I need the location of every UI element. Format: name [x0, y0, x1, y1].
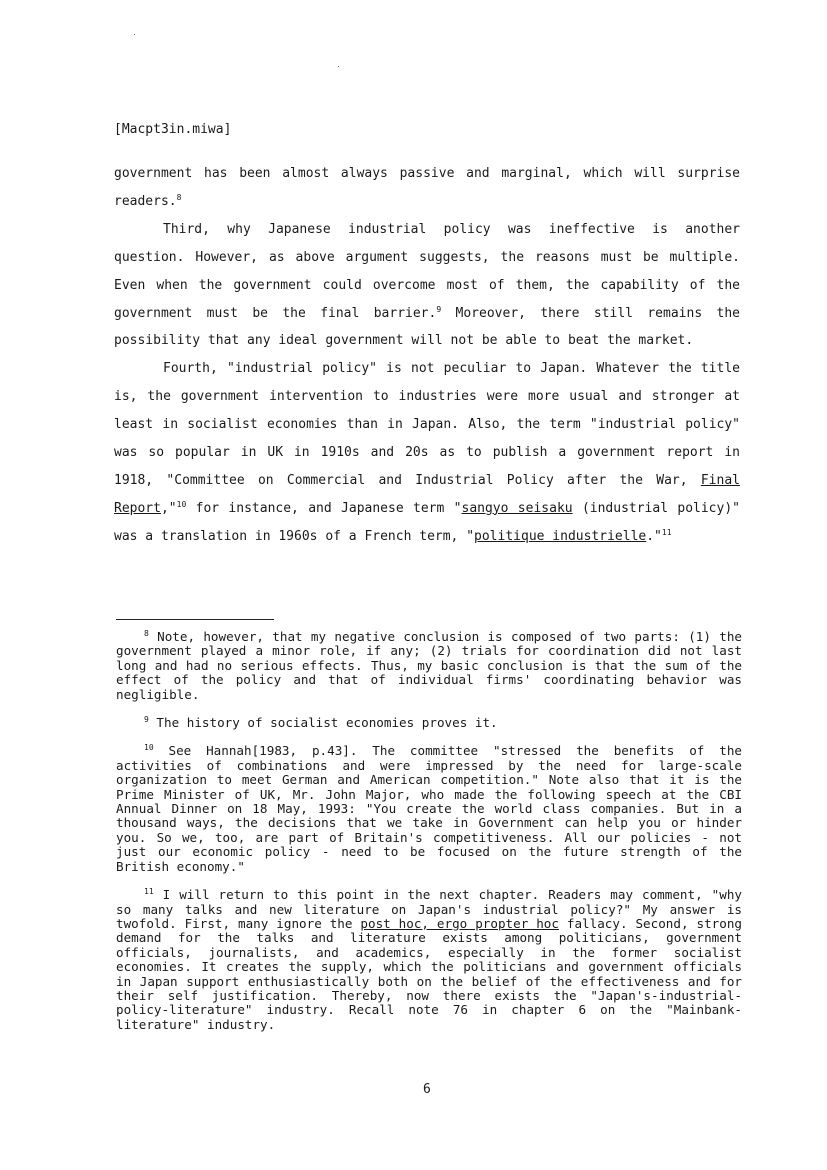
paragraph-continued: government has been almost always passive and marginal, which will surprise readers.$^8$	[114, 166, 740, 209]
main-text	[114, 160, 740, 551]
footnote-divider	[116, 619, 274, 620]
footnote-ref: 10	[176, 499, 187, 509]
footnotes	[116, 630, 742, 1046]
report-title: Final Report	[114, 472, 740, 516]
footnote-marker: 11	[144, 887, 154, 897]
latin-phrase: post hoc, ergo propter hoc	[360, 915, 559, 931]
footnote-marker: 8	[144, 629, 149, 638]
footnote-8: $^8$ Note, however, that my negative conclusion is composed of two parts: (1) the government played a minor role, if any; (2) trials for coordination did not last long and had no serious effects. Thus, my basic conclusion is that the sum of the effect of the policy and that of individual firms' coordinating behavior was negligible.	[116, 629, 742, 702]
footnote-9: $^9$ The history of socialist economies proves it.	[144, 715, 498, 731]
footnote-11: $^{11}$ I will return to this point in the next chapter. Readers may comment, "why so many talks and new literature on Japan's industrial policy?" My answer is twofold. First, many ignore the post hoc, ergo propter hoc fallacy. Second, strong demand for the talks and literature exists among politicians, government officials, journalists, and academics, especially in the former socialist economies. It creates the supply, which the politicians and government officials in Japan support enthusiastically both on the belief of the effectiveness and for their self justification. Thereby, now there exists the "Japan's-industrial-policy-literature" industry. Recall note 76 in chapter 6 on the "Mainbank-literature" industry.	[116, 887, 742, 1032]
footnote-ref: 11	[661, 527, 672, 537]
footnote-marker: 10	[144, 743, 154, 753]
japanese-term: sangyo seisaku	[461, 500, 573, 516]
french-term: politique industrielle	[474, 528, 647, 544]
scan-speck	[338, 66, 339, 67]
footnote-10: $^{10}$ See Hannah[1983, p.43]. The committee "stressed the benefits of the activities of combinations and were impressed by the need for large-scale organization to meet German and American competition." Note also that it is the Prime Minister of UK, Mr. John Major, who made the following speech at the CBI Annual Dinner on 18 May, 1993: "You create the world class companies. But in a thousand ways, the decisions that we take in Government can help you or hinder you. So we, too, are part of Britain's competitiveness. All our policies - not just our economic policy - need to be focused on the future strength of the British economy."	[116, 743, 742, 874]
paragraph-third: Third, why Japanese industrial policy was ineffective is another question. However, as above argument suggests, the reasons must be multiple. Even when the government could overcome most of them, the capability of the government must be the final barrier.$^9$ Moreover, there still remains the possibility that any ideal government will not be able to beat the market.	[114, 221, 740, 349]
footnote-marker: 9	[144, 715, 149, 725]
scan-speck	[134, 34, 135, 35]
footnote-ref: 8	[176, 192, 182, 202]
file-header: [Macpt3in.miwa]	[114, 122, 232, 137]
paragraph-fourth: Fourth, "industrial policy" is not peculiar to Japan. Whatever the title is, the government intervention to industries were more usual and stronger at least in socialist economies than in Japan. Also, the term "industrial policy" was so popular in UK in 1910s and 20s as to publish a government report in 1918, "Committee on Commercial and Industrial Policy after the War, Final Report,"$^{10}$ for instance, and Japanese term "sangyo seisaku (industrial policy)" was a translation in 1960s of a French term, "politique industrielle."$^{11}$	[114, 361, 740, 544]
footnote-ref: 9	[436, 304, 442, 314]
page-number: 6	[423, 1082, 431, 1097]
